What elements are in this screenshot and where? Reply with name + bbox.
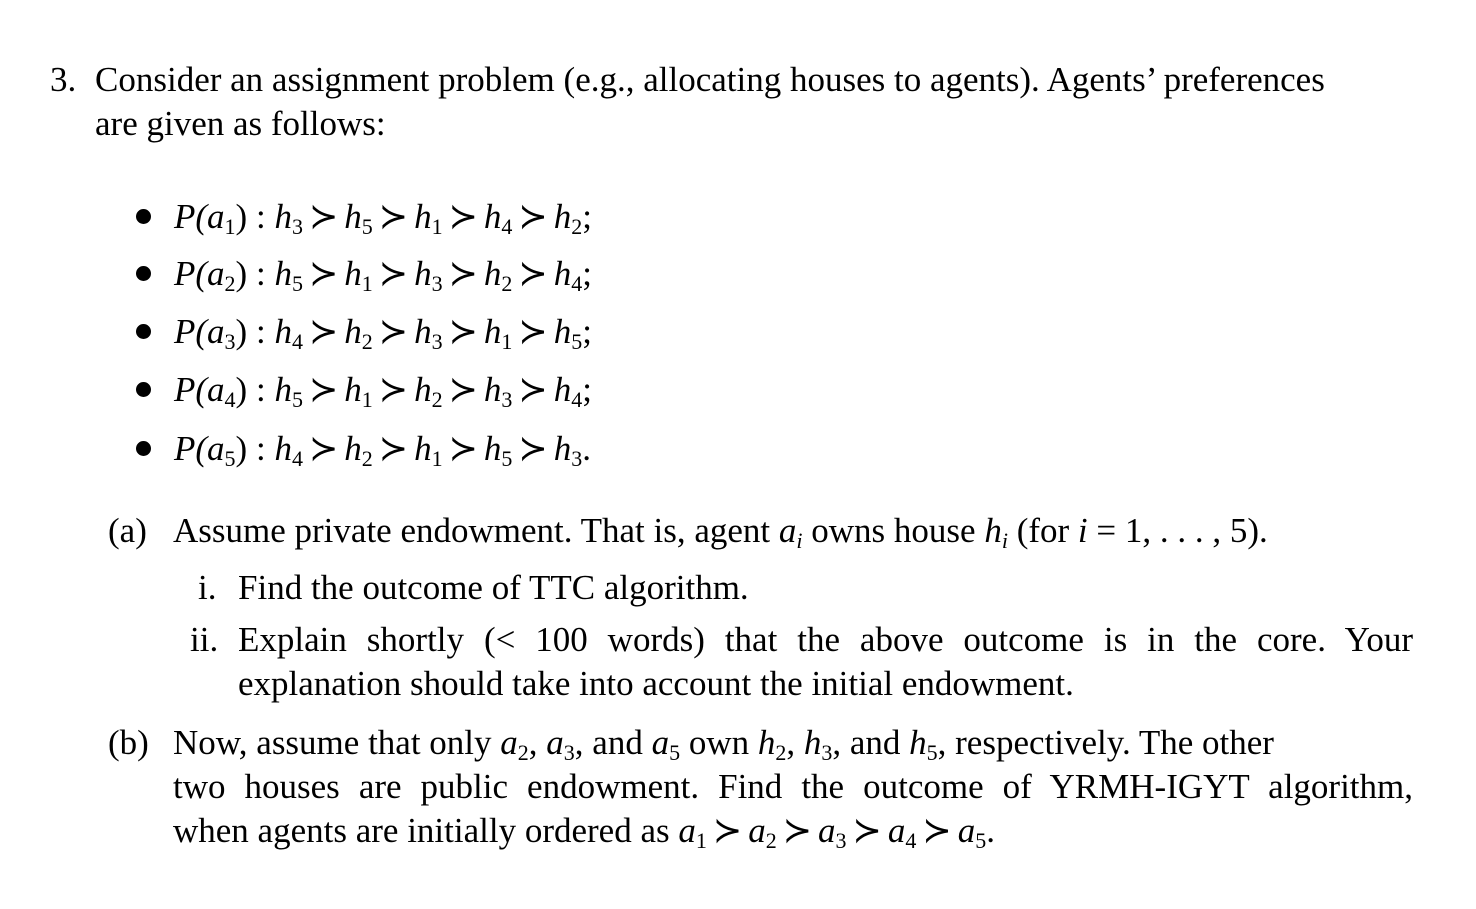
preference-expression: $P(a_5)$ : $h_4$ ≻ $h_2$ ≻ $h_1$ ≻ $h_5$ ≻ $h_3$. xyxy=(174,429,591,471)
question-number: 3. xyxy=(50,60,77,99)
part-a-text-4: = 1, . . . , 5). xyxy=(1087,511,1268,550)
question-intro-line-2: are given as follows: xyxy=(95,104,386,143)
preference-expression: $P(a_4)$ : $h_5$ ≻ $h_1$ ≻ $h_2$ ≻ $h_3$ ≻ $h_4$; xyxy=(174,370,592,412)
var-a: a xyxy=(778,511,797,550)
var-a-sub: i xyxy=(796,528,803,553)
var-h-sub: i xyxy=(1001,528,1008,553)
var-i: i xyxy=(1077,511,1088,550)
part-a-item-ii-line-1: Explain shortly (< 100 words) that the above outcome is in the core. Your xyxy=(238,620,1413,659)
part-a-item-i-label: i. xyxy=(198,568,217,607)
part-a-statement xyxy=(173,509,1268,553)
part-b-label: (b) xyxy=(108,723,149,762)
var-h: h xyxy=(984,511,1002,550)
bullet-icon xyxy=(136,266,151,281)
bullet-icon xyxy=(136,382,151,397)
part-a-item-ii-line-2: explanation should take into account the initial endowment. xyxy=(238,664,1074,703)
part-a-item-i-text xyxy=(238,566,1413,610)
part-b-text xyxy=(173,721,1413,853)
preference-expression: $P(a_3)$ : $h_4$ ≻ $h_2$ ≻ $h_3$ ≻ $h_1$ ≻ $h_5$; xyxy=(174,312,592,354)
part-a-text-2: owns house xyxy=(802,511,985,550)
part-a-text-3: (for xyxy=(1007,511,1078,550)
part-a-label: (a) xyxy=(108,511,147,550)
bullet-icon xyxy=(136,209,151,224)
question-intro-line-1: Consider an assignment problem (e.g., allocating houses to agents). Agents’ preferences xyxy=(95,60,1325,99)
question-intro xyxy=(95,58,1413,146)
part-a-item-ii-label: ii. xyxy=(190,620,219,659)
part-b-line-2: two houses are public endowment. Find the outcome of YRMH-IGYT algorithm, xyxy=(173,767,1413,806)
bullet-icon xyxy=(136,324,151,339)
preference-expression: $P(a_2)$ : $h_5$ ≻ $h_1$ ≻ $h_3$ ≻ $h_2$ ≻ $h_4$; xyxy=(174,254,592,296)
preference-expression: $P(a_1)$ : $h_3$ ≻ $h_5$ ≻ $h_1$ ≻ $h_4$ ≻ $h_2$; xyxy=(174,197,592,239)
part-a-item-i-line-1: Find the outcome of TTC algorithm. xyxy=(238,568,749,607)
part-b-line-1: Now, assume that only $a_2$, $a_3$, and $a_5$ own $h_2$, $h_3$, and $h_5$, respectively. The other xyxy=(173,723,1274,765)
part-a-text-1: Assume private endowment. That is, agent xyxy=(173,511,779,550)
part-a-item-ii-text xyxy=(238,618,1413,706)
bullet-icon xyxy=(136,441,151,456)
part-b-line-3: when agents are initially ordered as $a_1$ ≻ $a_2$ ≻ $a_3$ ≻ $a_4$ ≻ $a_5$. xyxy=(173,811,995,853)
